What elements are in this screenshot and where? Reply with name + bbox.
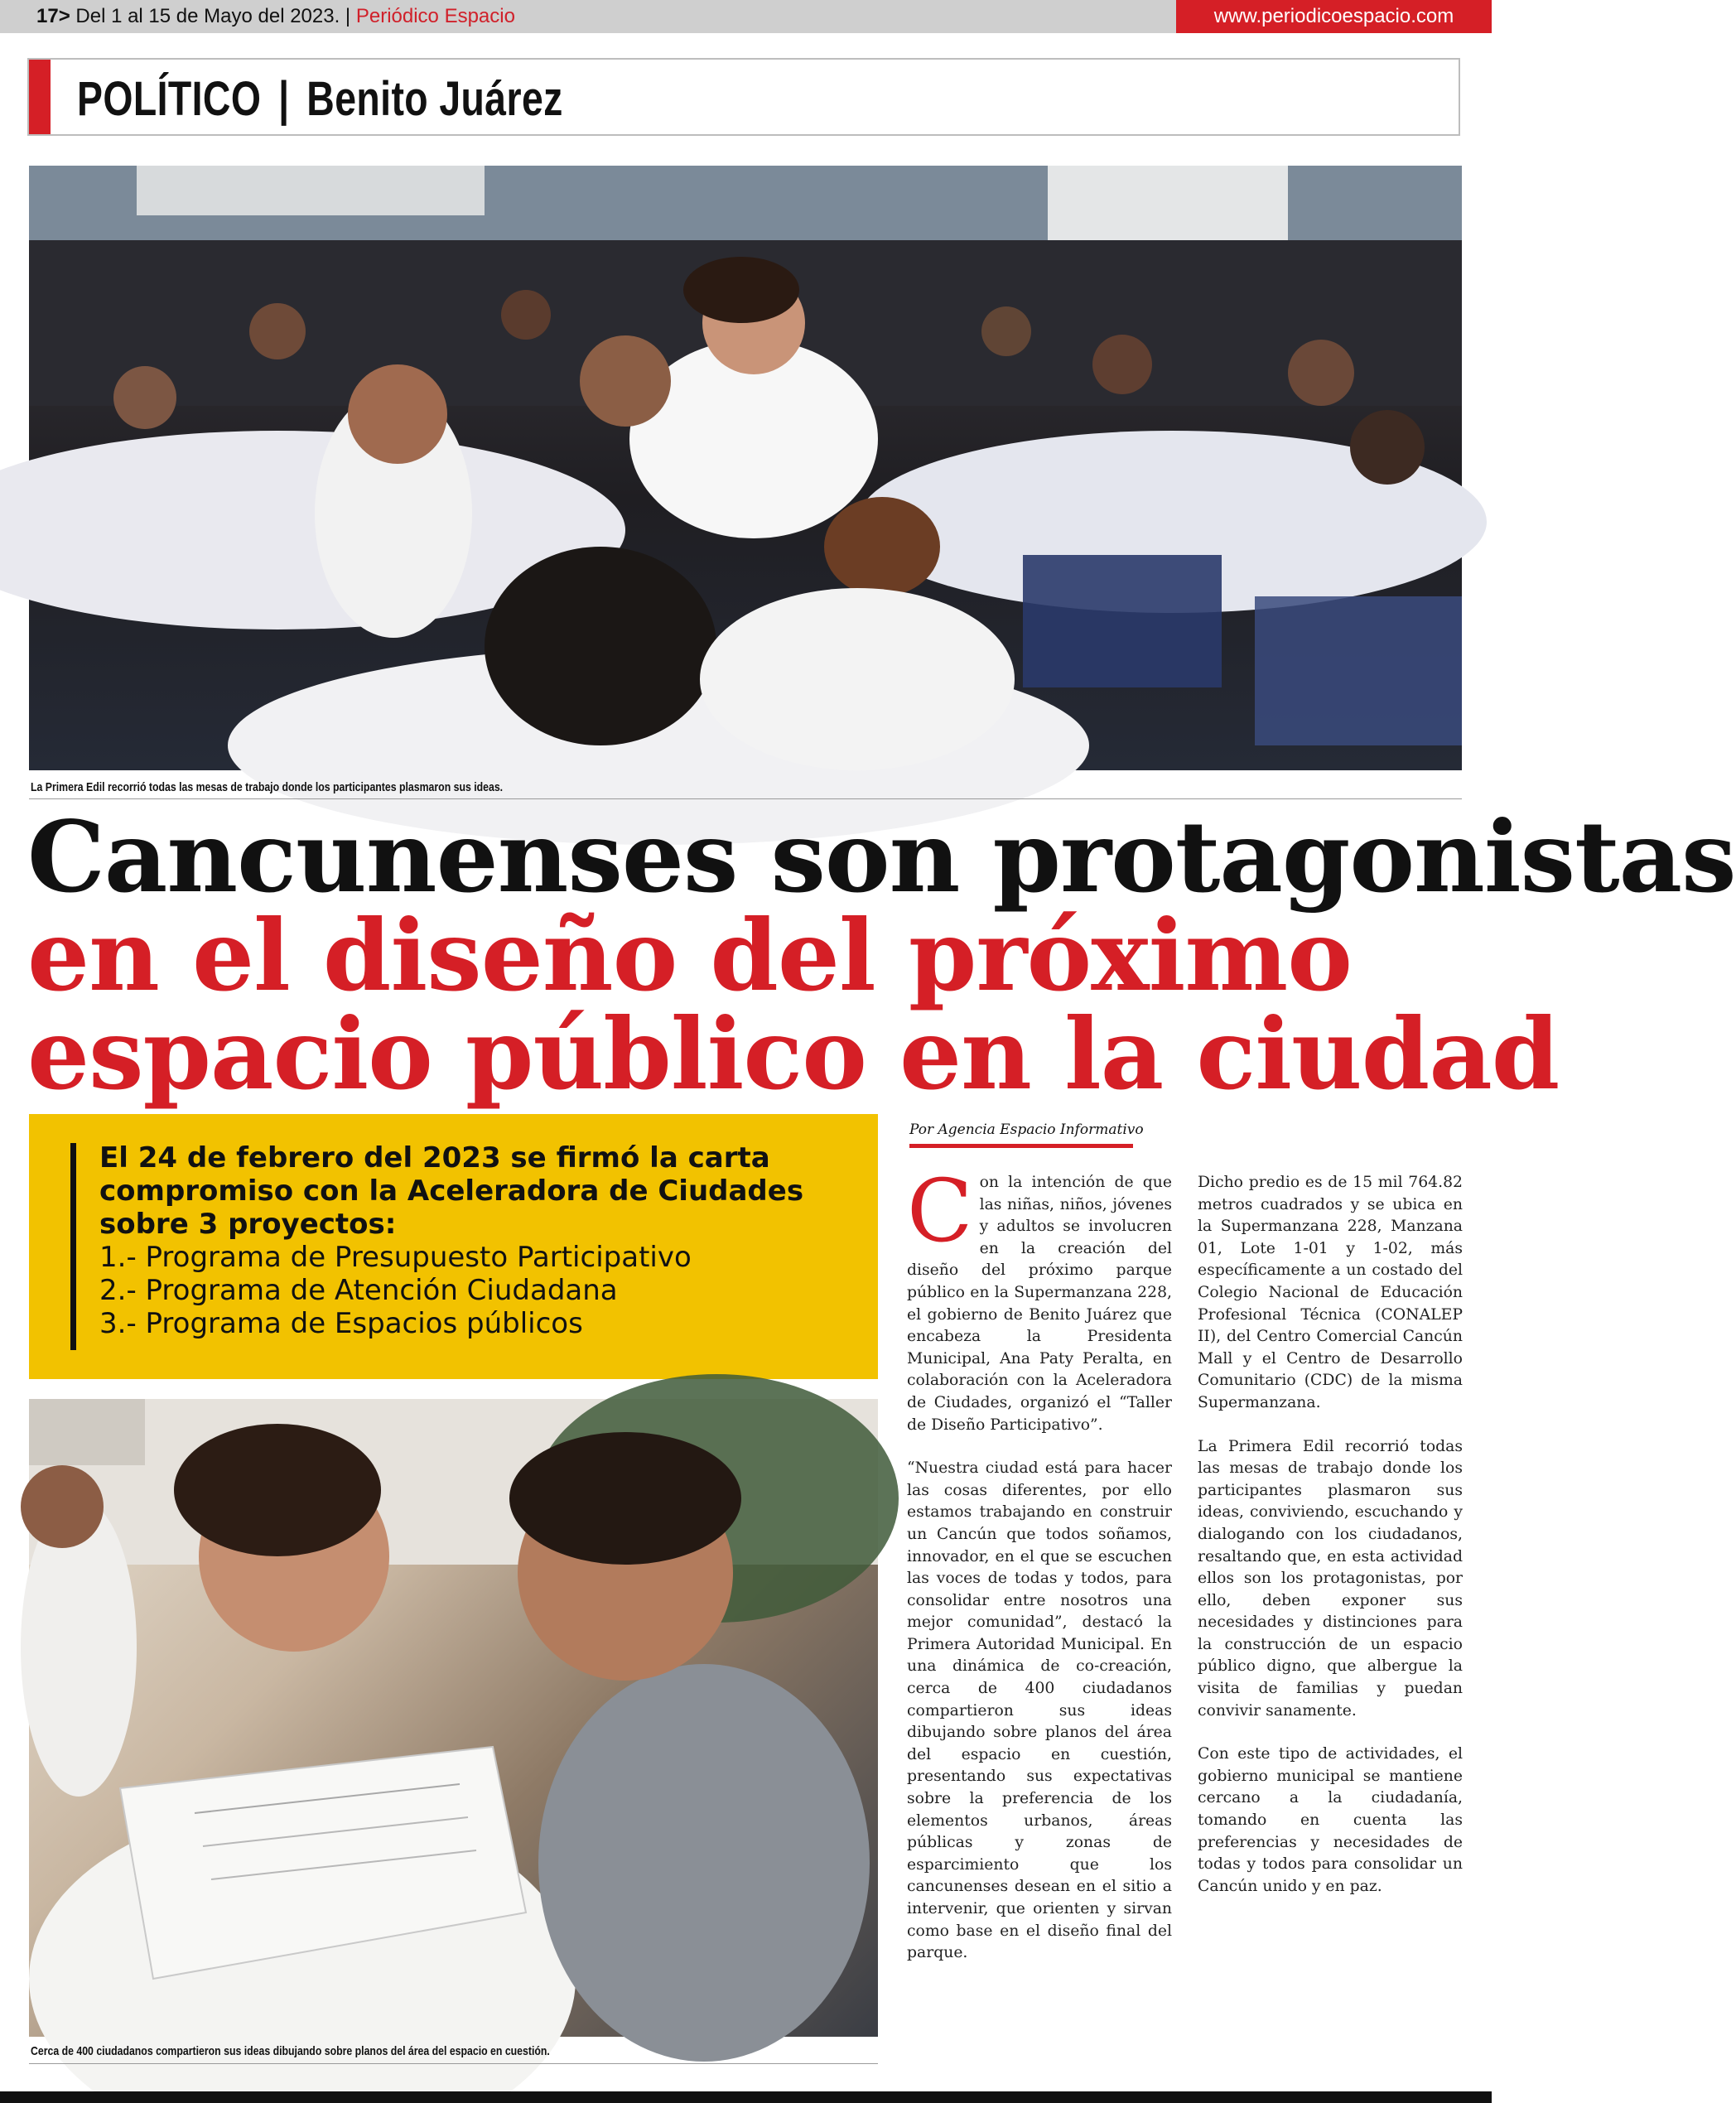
headline-line-3: espacio público en la ciudad: [27, 996, 1560, 1112]
page-number: 17>: [36, 5, 70, 27]
issue-date: Del 1 al 15 de Mayo del 2023. |: [70, 5, 356, 27]
article-paragraph-5: Con este tipo de actividades, el gobierno municipal se mantiene cercano a la ciudadanía, tomando en cuenta las preferencias y necesidades de todas y todos para consolidar un Cancún unido y en paz.: [1198, 1745, 1463, 1895]
article-column-2: [1198, 1172, 1463, 1919]
section-separator: |: [278, 72, 290, 126]
section-accent-bar: [29, 60, 51, 134]
article-paragraph-4: La Primera Edil recorrió todas las mesas de trabajo donde los participantes plasmaron sus ideas, conviviendo, escuchando y dialogando con los ciudadanos, resaltando que, en esta actividad ellos son los protagonistas, por ello, deben exponer sus necesidades y distinciones para la construcción de un espacio público digno, que albergue la visita de familias y puedan convivir sanamente.: [1198, 1437, 1463, 1720]
main-photo: [29, 166, 1462, 770]
issue-info: [36, 5, 515, 28]
headline-line-1: Cancunenses son protagonistas: [27, 799, 1736, 914]
dropcap: C: [907, 1160, 973, 1261]
secondary-photo-illustration: [29, 1399, 878, 2037]
section-location: Benito Juárez: [306, 72, 563, 126]
top-bar: [0, 0, 1492, 33]
main-photo-caption: La Primera Edil recorrió todas las mesas de trabajo donde los participantes plasmaron sus ideas.: [31, 780, 504, 794]
section-title: [77, 71, 563, 127]
article-paragraph-1-text: on la intención de que las niñas, niños, jóvenes y adultos se involucren en la creación del diseño del próximo parque público en la Supermanzana 228, el gobierno de Benito Juárez que encabeza la Presidenta Municipal, Ana Paty Peralta, en colaboración con la Aceleradora de Ciudades, organizó el “Taller de Diseño Participativo”.: [907, 1174, 1172, 1434]
highlight-box-bar: [70, 1143, 76, 1350]
highlight-box: [29, 1114, 878, 1379]
section-header: [27, 58, 1460, 136]
main-photo-illustration: [29, 166, 1462, 770]
bottom-bar: [0, 2091, 1492, 2103]
highlight-item-1: 1.- Programa de Presupuesto Participativo: [99, 1241, 692, 1274]
highlight-lead-1: El 24 de febrero del 2023 se firmó la carta: [99, 1141, 770, 1174]
article-paragraph-3: Dicho predio es de 15 mil 764.82 metros cuadrados y se ubica en la Supermanzana 228, Manzana 01, Lote 1-01 y 1-02, más específicamente a un costado del Colegio Nacional de Educación Profesional Técnica (CONALEP II), del Centro Comercial Cancún Mall y el Centro de Desarrollo Comunitario (CDC) de la misma Supermanzana.: [1198, 1174, 1463, 1411]
byline-rule: [909, 1144, 1133, 1148]
article-column-1: [907, 1160, 1172, 1986]
article-paragraph-2: “Nuestra ciudad está para hacer las cosas diferentes, por ello estamos trabajando en construir un Cancún que todos soñamos, innovador, en el que se escuchen las voces de todas y todos, para consolidar entre nosotros una mejor comunidad”, destacó la Primera Autoridad Municipal. En una dinámica de co-creación, cerca de 400 ciudadanos compartieron sus ideas dibujando sobre planos del área del espacio en cuestión, presentando sus expectativas sobre la preferencia de los elementos urbanos, áreas públicas y zonas de esparcimiento que los cancunenses desean en el sitio a intervenir, que orienten y sirvan como base en el diseño final del parque.: [907, 1459, 1172, 1962]
highlight-box-content: [99, 1141, 861, 1340]
headline-line-2: en el diseño del próximo: [27, 898, 1352, 1013]
secondary-photo: [29, 1399, 878, 2037]
article-paragraph-1: [907, 1160, 1172, 1436]
highlight-lead-2: compromiso con la Aceleradora de Ciudades: [99, 1174, 804, 1208]
website-link[interactable]: www.periodicoespacio.com: [1176, 0, 1492, 33]
section-category: POLÍTICO: [77, 72, 262, 126]
byline: Por Agencia Espacio Informativo: [909, 1121, 1144, 1138]
secondary-photo-caption: Cerca de 400 ciudadanos compartieron sus ideas dibujando sobre planos del área del espacio en cuestión.: [31, 2044, 550, 2058]
highlight-item-2: 2.- Programa de Atención Ciudadana: [99, 1274, 618, 1307]
paper-name: Periódico Espacio: [355, 5, 515, 27]
highlight-item-3: 3.- Programa de Espacios públicos: [99, 1307, 583, 1340]
headline: [27, 799, 1736, 1112]
highlight-lead-3: sobre 3 proyectos:: [99, 1208, 397, 1241]
secondary-caption-divider: [29, 2063, 878, 2064]
